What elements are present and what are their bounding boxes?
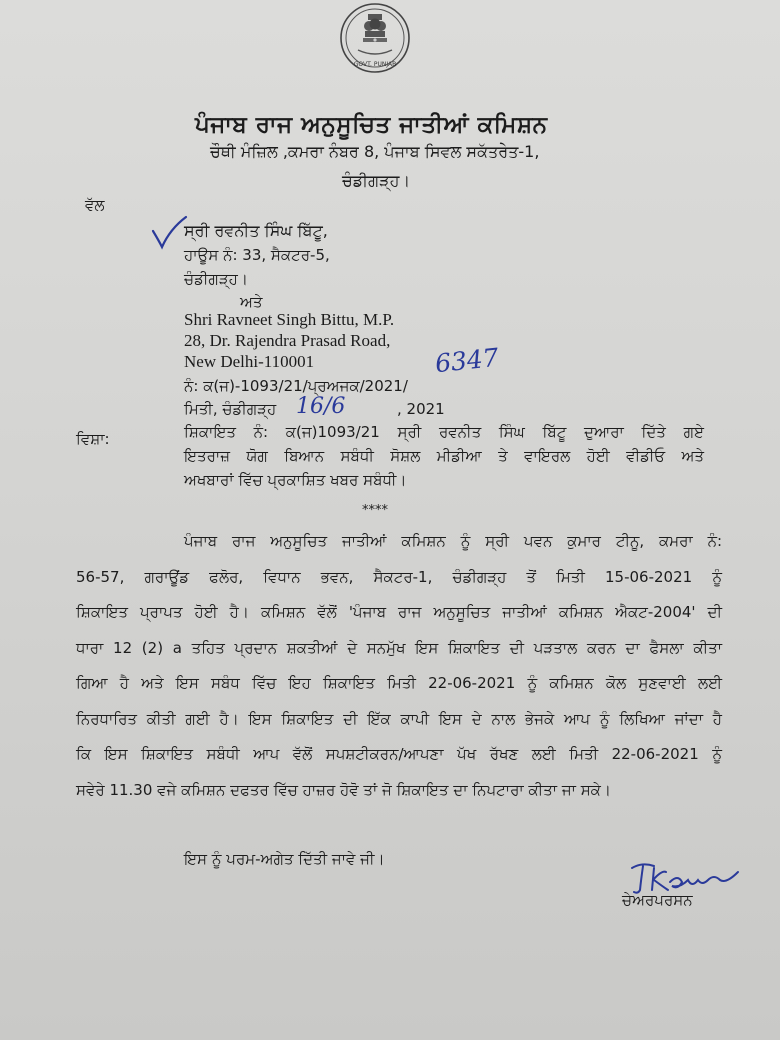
body-line: ਗਿਆ ਹੈ ਅਤੇ ਇਸ ਸਬੰਧ ਵਿੱਚ ਇਹ ਸ਼ਿਕਾਇਤ ਮਿਤੀ 22-06-2021 ਨੂੰ ਕਮਿਸ਼ਨ ਕੋਲ ਸੁਣਵਾਈ ਲਈ <box>76 674 722 692</box>
recipient-name-english: Shri Ravneet Singh Bittu, M.P. <box>184 310 395 329</box>
body-line: ਨਿਰਧਾਰਿਤ ਕੀਤੀ ਗਈ ਹੈ। ਇਸ ਸ਼ਿਕਾਇਤ ਦੀ ਇੱਕ ਕਾਪੀ ਇਸ ਦੇ ਨਾਲ ਭੇਜਕੇ ਆਪ ਨੂੰ ਲਿਖਿਆ ਜਾਂਦਾ ਹੈ <box>76 709 722 728</box>
recipient-city-english: New Delhi-110001 <box>184 352 315 371</box>
to-label: ਵੱਲ <box>85 196 105 214</box>
svg-text:GOVT. PUNJAB: GOVT. PUNJAB <box>353 61 397 68</box>
and-label: ਅਤੇ <box>240 293 263 311</box>
reference-number: ਨੰ: ਕ(ਜ)-1093/21/ਪ੍ਰਅਜਕ/2021/ <box>184 377 408 395</box>
closing-line: ਇਸ ਨੂੰ ਪਰਮ-ਅਗੇਤ ਦਿੱਤੀ ਜਾਵੇ ਜੀ। <box>184 850 385 868</box>
recipient-house-punjabi: ਹਾਊਸ ਨੰ: 33, ਸੈਕਟਰ-5, <box>184 246 330 264</box>
date-year: , 2021 <box>397 400 445 418</box>
body-line: ਧਾਰਾ 12 (2) a ਤਹਿਤ ਪ੍ਰਦਾਨ ਸ਼ਕਤੀਆਂ ਦੇ ਸਨਮੁੱਖ ਇਸ ਸ਼ਿਕਾਇਤ ਦੀ ਪੜਤਾਲ ਕਰਨ ਦਾ ਫੈਸਲਾ ਕੀਤਾ <box>76 638 722 657</box>
body-line: ਪੰਜਾਬ ਰਾਜ ਅਨੁਸੂਚਿਤ ਜਾਤੀਆਂ ਕਮਿਸ਼ਨ ਨੂੰ ਸ੍ਰੀ ਪਵਨ ਕੁਮਾਰ ਟੀਨੂ, ਕਮਰਾ ਨੰ: <box>184 532 722 550</box>
subject-line: ਅਖਬਾਰਾਂ ਵਿੱਚ ਪ੍ਰਕਾਸ਼ਿਤ ਖਬਰ ਸਬੰਧੀ। <box>184 471 407 489</box>
letter-body <box>76 524 722 808</box>
body-line: ਕਿ ਇਸ ਸ਼ਿਕਾਇਤ ਸਬੰਧੀ ਆਪ ਵੱਲੋਂ ਸਪਸ਼ਟੀਕਰਨ/ਆਪਣਾ ਪੱਖ ਰੱਖਣ ਲਈ ਮਿਤੀ 22-06-2021 ਨੂੰ <box>76 745 722 763</box>
commission-address-line2: ਚੰਡੀਗੜ੍ਹ। <box>342 171 411 190</box>
handwritten-date: 16/6 <box>296 394 346 419</box>
body-line: 56-57, ਗਰਾਊਂਡ ਫਲੋਰ, ਵਿਧਾਨ ਭਵਨ, ਸੈਕਟਰ-1, ਚੰਡੀਗੜ੍ਹ ਤੋਂ ਮਿਤੀ 15-06-2021 ਨੂੰ <box>76 567 722 586</box>
separator-stars: **** <box>362 503 388 518</box>
date-label: ਮਿਤੀ, ਚੰਡੀਗੜ੍ਹ <box>184 400 277 418</box>
subject-line: ਇਤਰਾਜ਼ ਯੋਗ ਬਿਆਨ ਸਬੰਧੀ ਸੋਸ਼ਲ ਮੀਡੀਆ ਤੇ ਵਾਇਰਲ ਹੋਈ ਵੀਡੀਓ ਅਤੇ <box>184 447 704 465</box>
signatory-title: ਚੇਅਰਪਰਸਨ <box>622 891 693 909</box>
commission-address-line1: ਚੌਥੀ ਮੰਜ਼ਿਲ ,ਕਮਰਾ ਨੰਬਰ 8, ਪੰਜਾਬ ਸਿਵਲ ਸਕੱਤਰੇਤ-1, <box>210 142 540 161</box>
body-line: ਸ਼ਿਕਾਇਤ ਪ੍ਰਾਪਤ ਹੋਈ ਹੈ। ਕਮਿਸ਼ਨ ਵੱਲੋਂ 'ਪੰਜਾਬ ਰਾਜ ਅਨੁਸੂਚਿਤ ਜਾਤੀਆਂ ਕਮਿਸ਼ਨ ਐਕਟ-2004' ਦੀ <box>76 603 722 621</box>
subject-line: ਸ਼ਿਕਾਇਤ ਨੰ: ਕ(ਜ)1093/21 ਸ੍ਰੀ ਰਵਨੀਤ ਸਿੰਘ ਬਿੱਟੂ ਦੁਆਰਾ ਦਿੱਤੇ ਗਏ <box>184 423 704 441</box>
subject-label: ਵਿਸ਼ਾ: <box>76 430 110 448</box>
recipient-address-english: 28, Dr. Rajendra Prasad Road, <box>184 331 391 350</box>
commission-title: ਪੰਜਾਬ ਰਾਜ ਅਨੁਸੂਚਿਤ ਜਾਤੀਆਂ ਕਮਿਸ਼ਨ <box>195 112 548 138</box>
state-emblem-icon <box>338 0 412 80</box>
handwritten-dispatch-number: 6347 <box>433 342 500 379</box>
recipient-name-punjabi: ਸ੍ਰੀ ਰਵਨੀਤ ਸਿੰਘ ਬਿੱਟੂ, <box>184 221 328 240</box>
subject-text <box>184 420 704 492</box>
body-line: ਸਵੇਰੇ 11.30 ਵਜੇ ਕਮਿਸ਼ਨ ਦਫਤਰ ਵਿੱਚ ਹਾਜ਼ਰ ਹੋਵੋ ਤਾਂ ਜੋ ਸ਼ਿਕਾਇਤ ਦਾ ਨਿਪਟਾਰਾ ਕੀਤਾ ਜਾ ਸਕੇ। <box>76 780 612 799</box>
recipient-city-punjabi: ਚੰਡੀਗੜ੍ਹ। <box>184 270 248 288</box>
